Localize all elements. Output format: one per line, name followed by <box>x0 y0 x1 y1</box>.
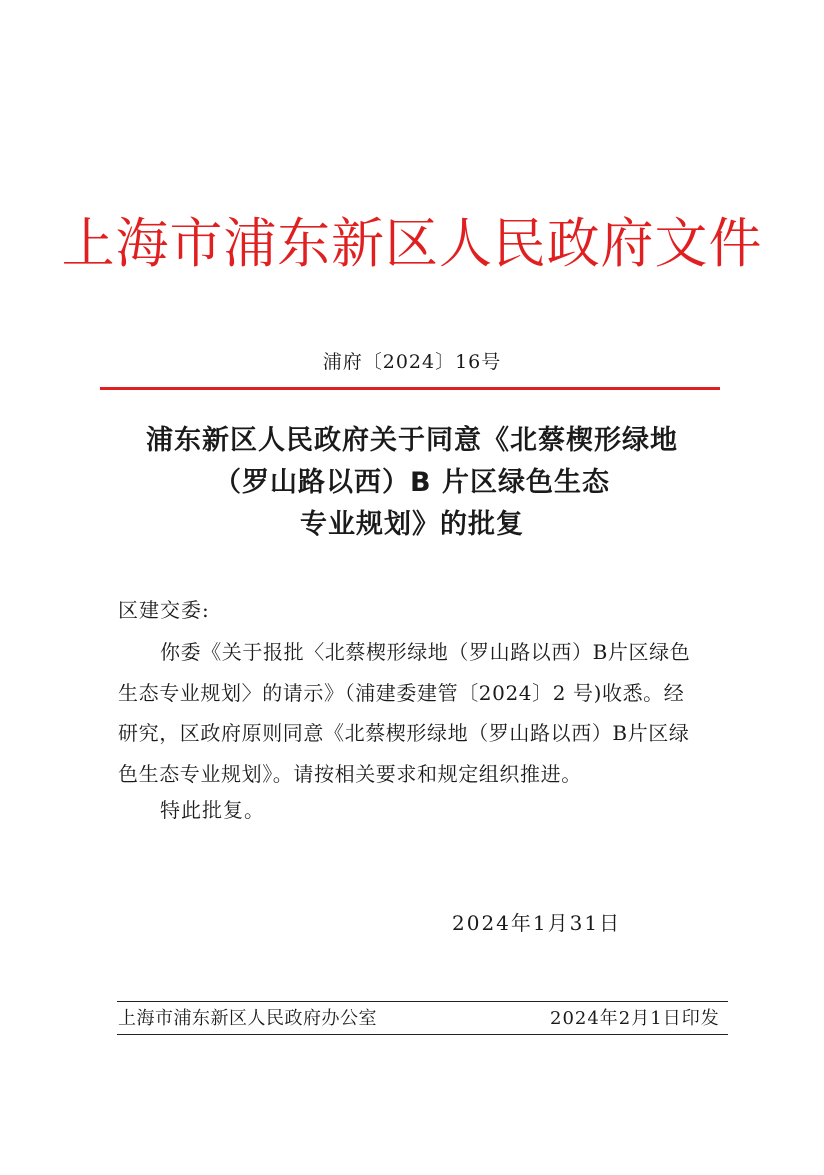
paragraph-line: 色生态专业规划》。请按相关要求和规定组织推进。 <box>118 761 582 786</box>
footer-print-date: 2024年2月1日印发 <box>550 1008 720 1029</box>
title-line: 专业规划》的批复 <box>300 509 524 540</box>
paragraph-line: 生态专业规划〉的请示》（浦建委建管〔2024〕2 号)收悉。经 <box>118 680 685 705</box>
document-title <box>90 420 734 546</box>
red-separator-line <box>100 387 720 390</box>
paragraph-line: 你委《关于报批〈北蔡楔形绿地（罗山路以西）B片区绿色 <box>160 640 691 664</box>
footer-bottom-rule <box>117 1034 728 1035</box>
title-line: 浦东新区人民政府关于同意《北蔡楔形绿地 <box>146 425 678 456</box>
body-paragraph <box>118 632 724 794</box>
paragraph-line: 研究，区政府原则同意《北蔡楔形绿地（罗山路以西）B片区绿 <box>118 721 690 745</box>
addressee: 区建交委: <box>118 598 210 622</box>
footer-issuer: 上海市浦东新区人民政府办公室 <box>118 1008 377 1029</box>
footer-top-rule <box>117 1001 728 1002</box>
document-number: 浦府〔2024〕16号 <box>322 351 502 373</box>
closing-remark: 特此批复。 <box>160 798 265 822</box>
signature-date: 2024年1月31日 <box>452 911 622 935</box>
title-line: （罗山路以西）B 片区绿色生态 <box>214 467 610 498</box>
masthead-title: 上海市浦东新区人民政府文件 <box>61 212 763 275</box>
